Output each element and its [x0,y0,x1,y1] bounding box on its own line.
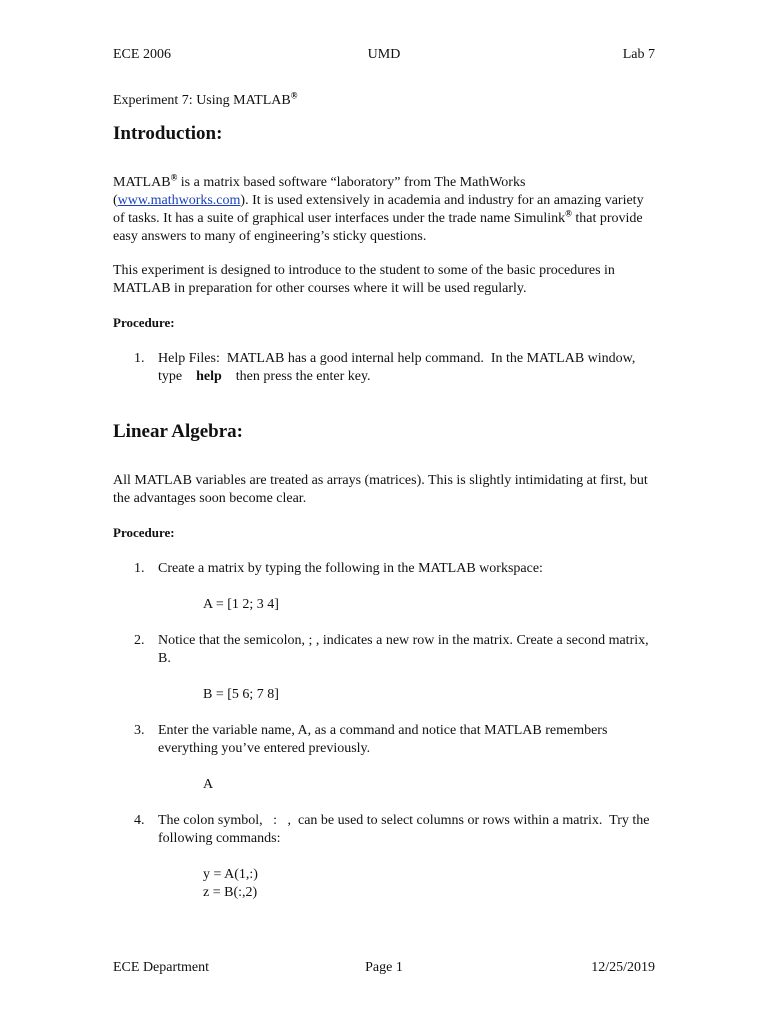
footer-page-number: Page 1 [365,960,403,975]
code-line: z = B(:,2) [203,885,258,900]
intro-paragraph-2: This experiment is designed to introduce to the student to some of the basic procedures in MATLAB in preparation for other courses where it will be used regularly. [113,263,615,296]
page-header [113,47,655,67]
list-item: 3. Enter the variable name, A, as a command and notice that MATLAB remembers everything you’ve entered previously. A [113,722,658,794]
linear-procedure-list [113,560,658,902]
code-block [158,686,658,704]
list-item: 1. Create a matrix by typing the following in the MATLAB workspace: A = [1 2; 3 4] [113,560,658,614]
footer-department: ECE Department [113,960,210,975]
list-item: 2. Notice that the semicolon, ; , indicates a new row in the matrix. Create a second matrix, B. B = [5 6; 7 8] [113,632,658,704]
code-line: y = A(1,:) [203,867,258,882]
experiment-title: Experiment 7: Using MATLAB® [113,90,298,108]
item-number: 1. [134,561,145,576]
intro-procedure-list [113,350,658,386]
code-block [158,596,658,614]
code-block [158,866,658,902]
code-line: A = [1 2; 3 4] [203,597,279,612]
item-number: 3. [134,723,145,738]
list-item: 4. The colon symbol, : , can be used to select columns or rows within a matrix. Try the following commands: y = A(1,:) z = B(:,2) [113,812,658,902]
code-line: A [203,777,214,792]
registered-mark: ® [290,90,298,101]
footer-date: 12/25/2019 [591,960,655,975]
linear-paragraph: All MATLAB variables are treated as arrays (matrices). This is slightly intimidating at first, but the advantages soon become clear. [113,473,648,506]
registered-mark: ® [565,208,572,219]
code-block [158,776,658,794]
help-command: help [196,369,222,384]
procedure-label: Procedure: [113,525,175,540]
item-number: 2. [134,633,145,648]
procedure-label: Procedure: [113,315,175,330]
introduction-heading: Introduction: [113,123,223,144]
page-footer [113,960,655,980]
header-course: ECE 2006 [113,47,171,62]
intro-paragraph-1: MATLAB® is a matrix based software “laboratory” from The MathWorks (www.mathworks.com). It is used extensively in academia and industry for an amazing variety of tasks. It has a suite of graphical user interfaces under the trade name Simulink® that provide easy answers to many of engineering’s sticky questions. [113,172,644,244]
document-body [113,92,658,920]
linear-algebra-heading: Linear Algebra: [113,421,244,442]
item-number: 1. [134,351,145,366]
code-line: B = [5 6; 7 8] [203,687,279,702]
list-item: 1. Help Files: MATLAB has a good internal help command. In the MATLAB window, type help then press the enter key. [134,351,639,384]
registered-mark: ® [170,172,178,183]
header-school: UMD [367,47,401,62]
item-number: 4. [134,813,145,828]
mathworks-link[interactable]: www.mathworks.com [117,193,241,208]
header-lab: Lab 7 [622,47,655,62]
